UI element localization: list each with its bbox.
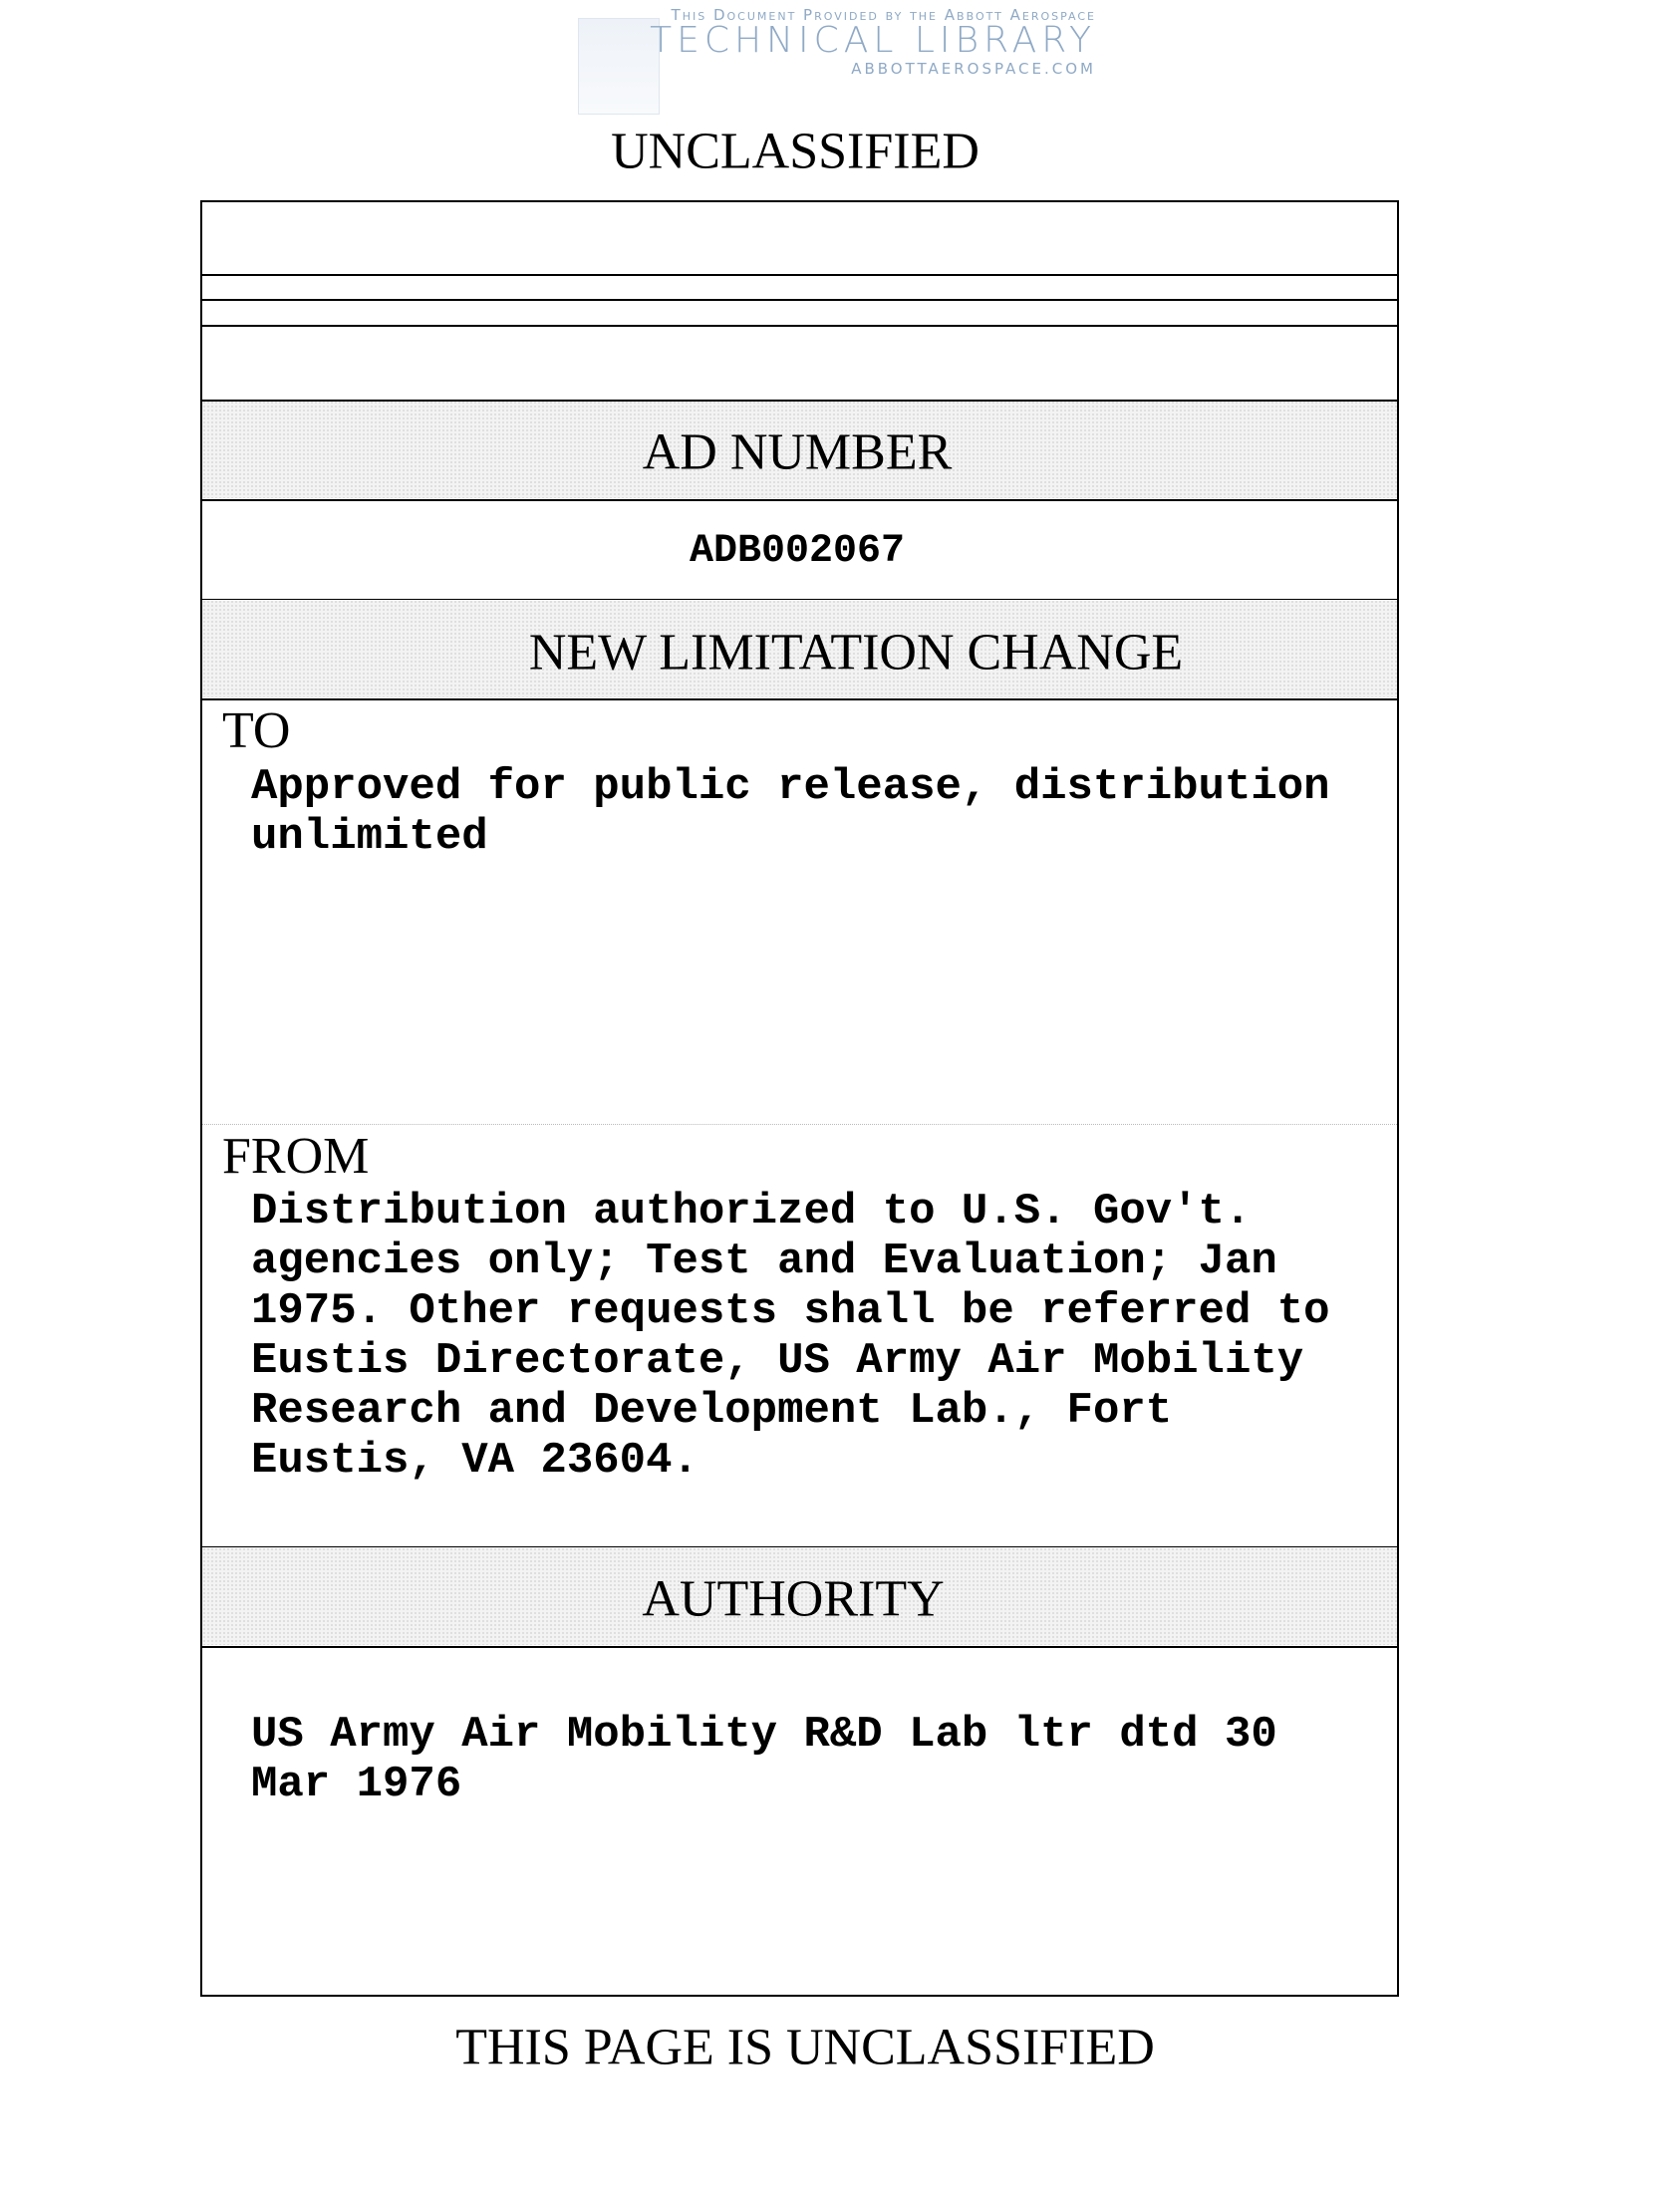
change-label: NEW LIMITATION CHANGE bbox=[528, 624, 1184, 682]
divider bbox=[202, 325, 1397, 327]
from-line: Research and Development Lab., Fort bbox=[251, 1386, 1173, 1436]
divider bbox=[202, 698, 1397, 700]
from-label: FROM bbox=[222, 1128, 370, 1185]
from-line: 1975. Other requests shall be referred to bbox=[251, 1286, 1330, 1336]
divider bbox=[202, 299, 1397, 301]
classification-header: UNCLASSIFIED bbox=[611, 123, 980, 180]
from-line: agencies only; Test and Evaluation; Jan bbox=[251, 1236, 1277, 1286]
from-line: Eustis, VA 23604. bbox=[251, 1436, 699, 1486]
authority-text bbox=[251, 1710, 1277, 1809]
divider bbox=[202, 1124, 1397, 1125]
to-text bbox=[251, 762, 1330, 862]
from-text bbox=[251, 1187, 1330, 1486]
watermark-logo bbox=[558, 0, 1096, 90]
watermark-line-1: This Document Provided by the Abbott Aerospace bbox=[671, 6, 1096, 24]
ad-number-value: ADB002067 bbox=[689, 529, 906, 574]
to-line: unlimited bbox=[251, 812, 488, 862]
to-line: Approved for public release, distribution bbox=[251, 762, 1330, 812]
document-icon bbox=[578, 18, 660, 115]
authority-line: US Army Air Mobility R&D Lab ltr dtd 30 bbox=[251, 1710, 1277, 1760]
authority-label: AUTHORITY bbox=[642, 1570, 945, 1628]
to-label: TO bbox=[222, 702, 291, 759]
watermark-line-2: TECHNICAL LIBRARY bbox=[650, 20, 1096, 61]
classification-footer: THIS PAGE IS UNCLASSIFIED bbox=[455, 2019, 1155, 2076]
from-line: Distribution authorized to U.S. Gov't. bbox=[251, 1187, 1252, 1236]
divider bbox=[202, 499, 1397, 501]
ad-number-label: AD NUMBER bbox=[642, 423, 953, 481]
from-line: Eustis Directorate, US Army Air Mobility bbox=[251, 1336, 1304, 1386]
divider bbox=[202, 400, 1397, 402]
limitation-form bbox=[200, 200, 1399, 1997]
watermark-line-3: ABBOTTAEROSPACE.COM bbox=[851, 60, 1096, 78]
divider bbox=[202, 1646, 1397, 1648]
divider bbox=[202, 274, 1397, 276]
authority-line: Mar 1976 bbox=[251, 1760, 462, 1809]
